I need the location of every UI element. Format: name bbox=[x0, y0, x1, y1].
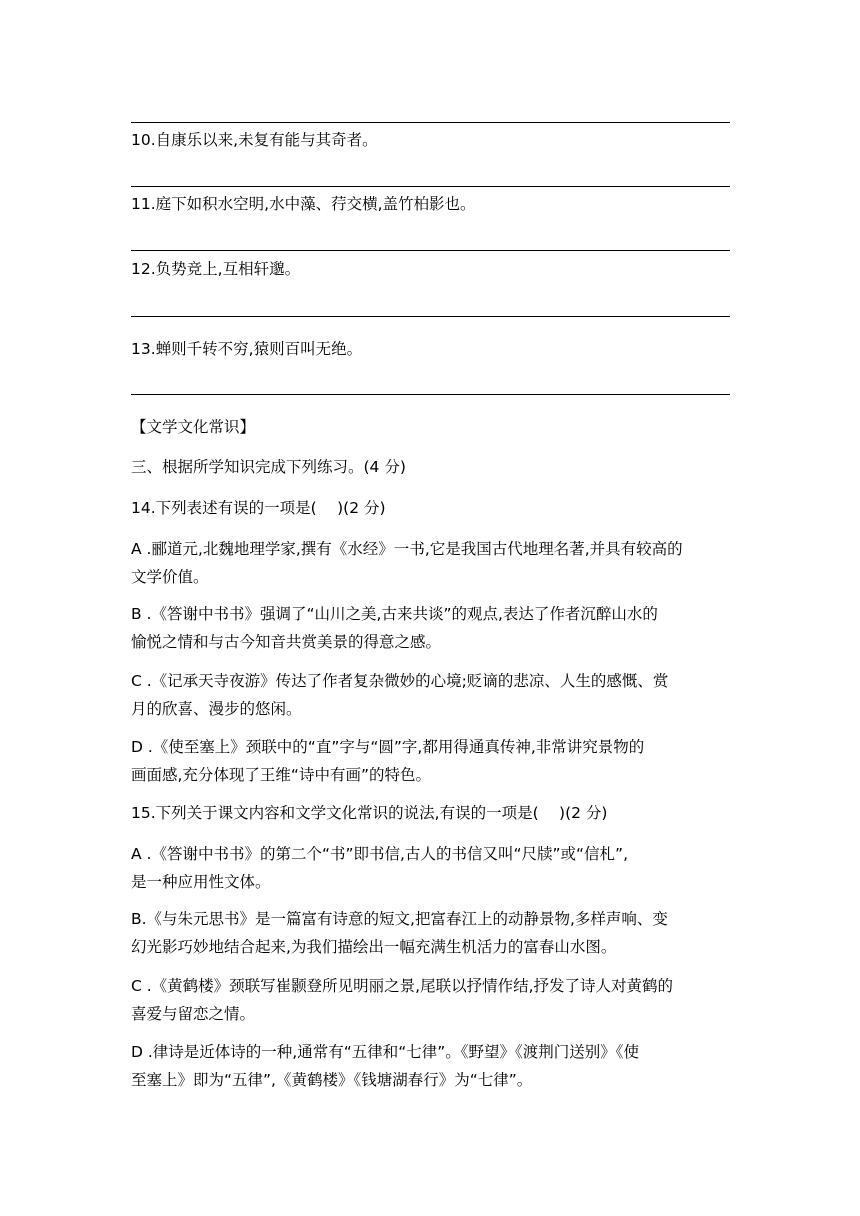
option-line: 至塞上》即为“五律”,《黄鹤楼》《钱塘湖春行》为“七律”。 bbox=[131, 1071, 533, 1089]
translation-item-12: 12.负势竞上,互相轩邈。 bbox=[131, 260, 301, 278]
translation-item-11: 11.庭下如积水空明,水中藻、荇交横,盖竹柏影也。 bbox=[131, 195, 476, 213]
option-line: 文学价值。 bbox=[131, 568, 209, 586]
option-line: D .律诗是近体诗的一种,通常有“五律和“七律”。《野望》《渡荆门送别》《使 bbox=[131, 1043, 640, 1061]
option-line: 幻光影巧妙地结合起来,为我们描绘出一幅充满生机活力的富春山水图。 bbox=[131, 938, 617, 956]
option-line: 月的欣喜、漫步的悠闲。 bbox=[131, 700, 302, 718]
translation-item-10: 10.自康乐以来,未复有能与其奇者。 bbox=[131, 131, 378, 149]
option-line: A .郦道元,北魏地理学家,撰有《水经》一书,它是我国古代地理名著,并具有较高的 bbox=[131, 540, 683, 558]
question-15-option-a bbox=[131, 840, 731, 896]
question-14-option-c bbox=[131, 667, 731, 723]
question-14-option-b bbox=[131, 600, 731, 656]
option-line: C .《黄鹤楼》颈联写崔颢登所见明丽之景,尾联以抒情作结,抒发了诗人对黄鹤的 bbox=[131, 977, 674, 995]
question-14-stem: 14.下列表述有误的一项是( )(2 分) bbox=[131, 499, 386, 517]
option-line: B .《答谢中书书》强调了“山川之美,古来共谈”的观点,表达了作者沉醉山水的 bbox=[131, 605, 658, 623]
question-15-option-c bbox=[131, 972, 731, 1028]
question-14-option-d bbox=[131, 733, 731, 789]
option-line: 愉悦之情和与古今知音共赏美景的得意之感。 bbox=[131, 633, 442, 651]
option-line: 喜爱与留恋之情。 bbox=[131, 1005, 256, 1023]
answer-line bbox=[131, 250, 730, 251]
option-line: B.《与朱元思书》是一篇富有诗意的短文,把富春江上的动静景物,多样声响、变 bbox=[131, 910, 668, 928]
answer-line bbox=[131, 122, 730, 123]
question-15-option-d bbox=[131, 1038, 731, 1094]
option-line: 画面感,充分体现了王维“诗中有画”的特色。 bbox=[131, 766, 431, 784]
answer-line bbox=[131, 394, 730, 395]
option-line: C .《记承天寺夜游》传达了作者复杂微妙的心境;贬谪的悲凉、人生的感慨、赏 bbox=[131, 672, 669, 690]
option-line: A .《答谢中书书》的第二个“书”即书信,古人的书信又叫“尺牍”或“信札”, bbox=[131, 845, 628, 863]
translation-item-13: 13.蝉则千转不穷,猿则百叫无绝。 bbox=[131, 340, 363, 358]
section-title: 【文学文化常识】 bbox=[131, 418, 256, 436]
question-15-stem: 15.下列关于课文内容和文学文化常识的说法,有误的一项是( )(2 分) bbox=[131, 804, 608, 822]
option-line: 是一种应用性文体。 bbox=[131, 873, 271, 891]
part-heading: 三、根据所学知识完成下列练习。(4 分) bbox=[131, 458, 406, 476]
option-line: D .《使至塞上》颈联中的“直”字与“圆”字,都用得通真传神,非常讲究景物的 bbox=[131, 738, 645, 756]
question-14-option-a bbox=[131, 535, 731, 591]
answer-line bbox=[131, 186, 730, 187]
question-15-option-b bbox=[131, 905, 731, 961]
answer-line bbox=[131, 316, 730, 317]
